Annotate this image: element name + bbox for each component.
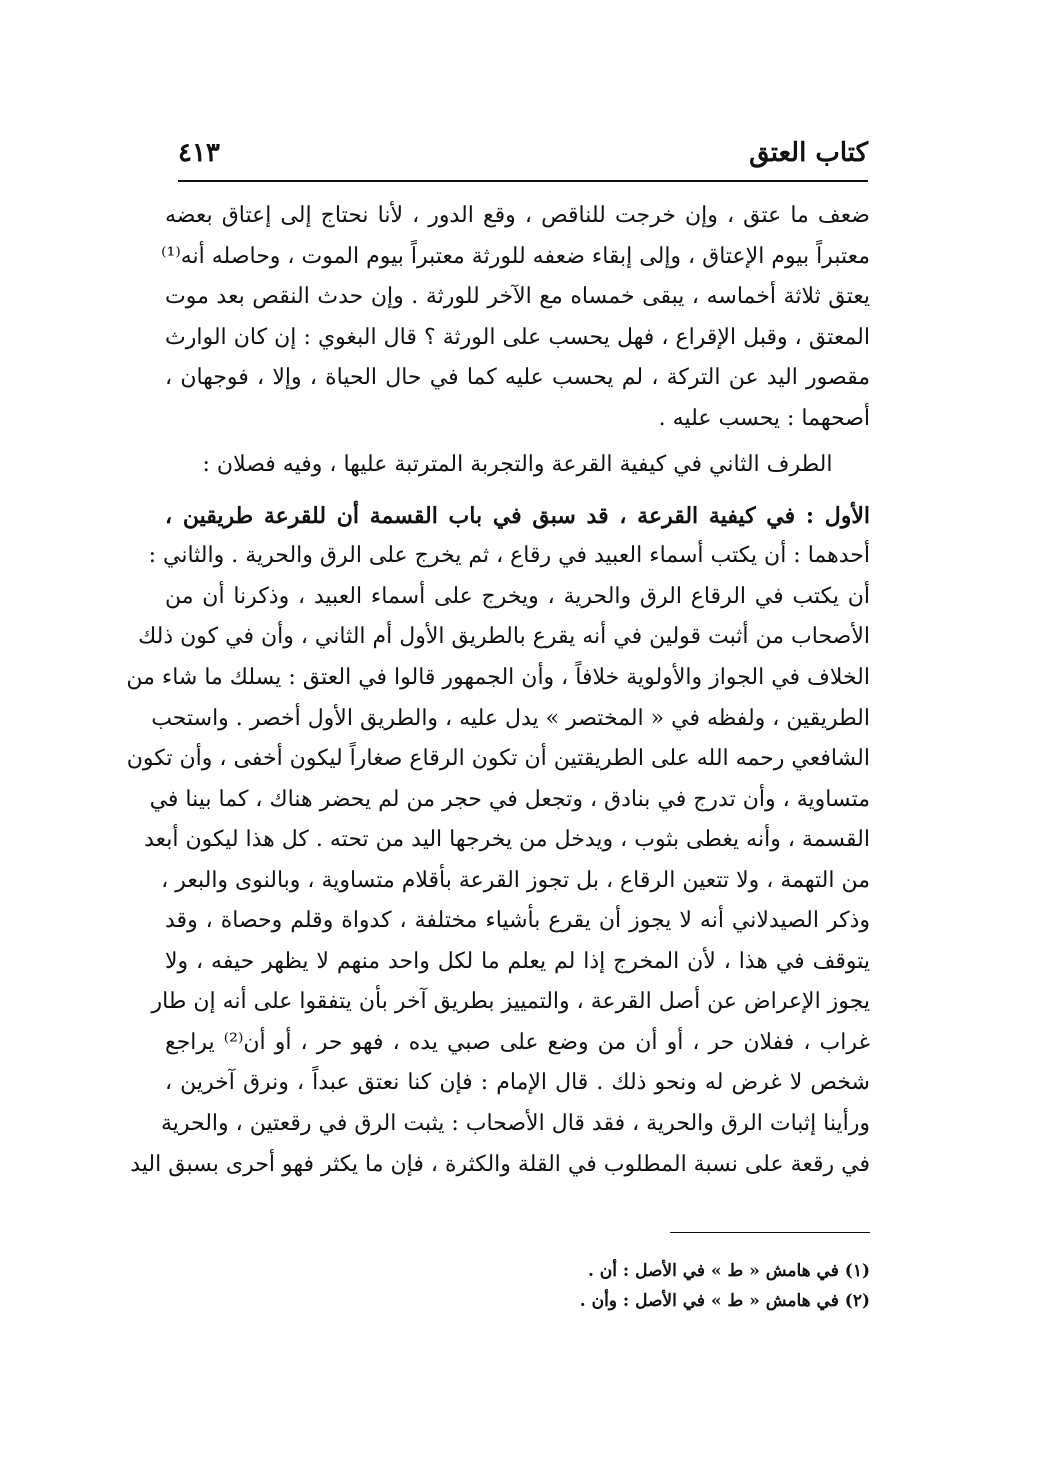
- text-line: يعتق ثلاثة أخماسه ، يبقى خمساه مع الآخر للورثة . وإن حدث النقص بعد موت: [165, 284, 870, 310]
- text-line: وذكر الصيدلاني أنه لا يجوز أن يقرع بأشياء مختلفة ، كدواة وقلم وحصاة ، وقد: [165, 908, 870, 934]
- footnote-rule: [670, 1232, 870, 1233]
- text-line: متساوية ، وأن تدرج في بنادق ، وتجعل في حجر من لم يحضر هناك ، كما بينا في: [149, 786, 870, 812]
- text-line: الأول : في كيفية القرعة ، قد سبق في باب القسمة أن للقرعة طريقين ،: [165, 502, 870, 529]
- text-line: شخص لا غرض له ونحو ذلك . قال الإمام : فإن كنا نعتق عبداً ، ونرق آخرين ،: [165, 1070, 870, 1096]
- section-heading: الطرف الثاني في كيفية القرعة والتجربة المترتبة عليها ، وفيه فصلان :: [202, 452, 833, 478]
- text-line: أن يكتب في الرقاع الرق والحرية ، ويخرج على أسماء العبيد ، وذكرنا أن من: [165, 583, 870, 609]
- text-line: معتبراً بيوم الإعتاق ، وإلى إبقاء ضعفه للورثة معتبراً بيوم الموت ، وحاصله أنه⁽¹⁾: [161, 243, 870, 269]
- text-line: ورأينا إثبات الرق والحرية ، فقد قال الأصحاب : يثبت الرق في رقعتين ، والحرية: [160, 1111, 870, 1137]
- text-line: غراب ، ففلان حر ، أو أن من وضع على صبي يده ، فهو حر ، أو أن⁽²⁾ يراجع: [165, 1029, 870, 1055]
- text-line: أصحهما : يحسب عليه .: [658, 405, 870, 431]
- page-number: ٤١٣: [178, 138, 220, 168]
- text-line: يتوقف في هذا ، لأن المخرج إذا لم يعلم ما لكل واحد منهم لا يظهر حيفه ، ولا: [165, 948, 870, 974]
- text-line: المعتق ، وقبل الإقراع ، فهل يحسب على الورثة ؟ قال البغوي : إن كان الوارث: [165, 324, 870, 350]
- text-line: الشافعي رحمه الله على الطريقتين أن تكون الرقاع صغاراً ليكون أخفى ، وأن تكون: [126, 746, 870, 772]
- running-title: كتاب العتق: [749, 138, 868, 168]
- text-line: القسمة ، وأنه يغطى بثوب ، ويدخل من يخرجها اليد من تحته . كل هذا ليكون أبعد: [144, 827, 870, 853]
- header-rule: [178, 180, 868, 182]
- page-header: [178, 138, 868, 178]
- footnotes: [500, 1256, 870, 1316]
- footnote: (١) في هامش « ط » في الأصل : أن .: [587, 1261, 870, 1281]
- text-line: الطريقين ، ولفظه في « المختصر » يدل عليه ، والطريق الأول أخصر . واستحب: [151, 705, 870, 731]
- text-line: أحدهما : أن يكتب أسماء العبيد في رقاع ، ثم يخرج على الرق والحرية . والثاني :: [148, 543, 870, 569]
- text-line: الأصحاب من أثبت قولين في أنه يقرع بالطريق الأول أم الثاني ، وأن في كون ذلك: [138, 624, 870, 650]
- footnote: (٢) في هامش « ط » في الأصل : وأن .: [579, 1291, 870, 1311]
- text-line: من التهمة ، ولا تتعين الرقاع ، بل تجوز القرعة بأقلام متساوية ، وبالنوى والبعر ،: [161, 867, 870, 893]
- text-line: ضعف ما عتق ، وإن خرجت للناقص ، وقع الدور ، لأنا نحتاج إلى إعتاق بعضه: [165, 203, 870, 228]
- text-line: مقصور اليد عن التركة ، لم يحسب عليه كما في حال الحياة ، وإلا ، فوجهان ،: [165, 365, 870, 391]
- text-line: الخلاف في الجواز والأولوية خلافاً ، وأن الجمهور قالوا في العتق : يسلك ما شاء من: [126, 665, 870, 691]
- text-line: في رقعة على نسبة المطلوب في القلة والكثرة ، فإن ما يكثر فهو أحرى بسبق اليد: [130, 1151, 870, 1177]
- text-line: يجوز الإعراض عن أصل القرعة ، والتمييز بطريق آخر بأن يتفقوا على أنه إن طار: [151, 989, 870, 1015]
- body-text: [126, 196, 870, 1185]
